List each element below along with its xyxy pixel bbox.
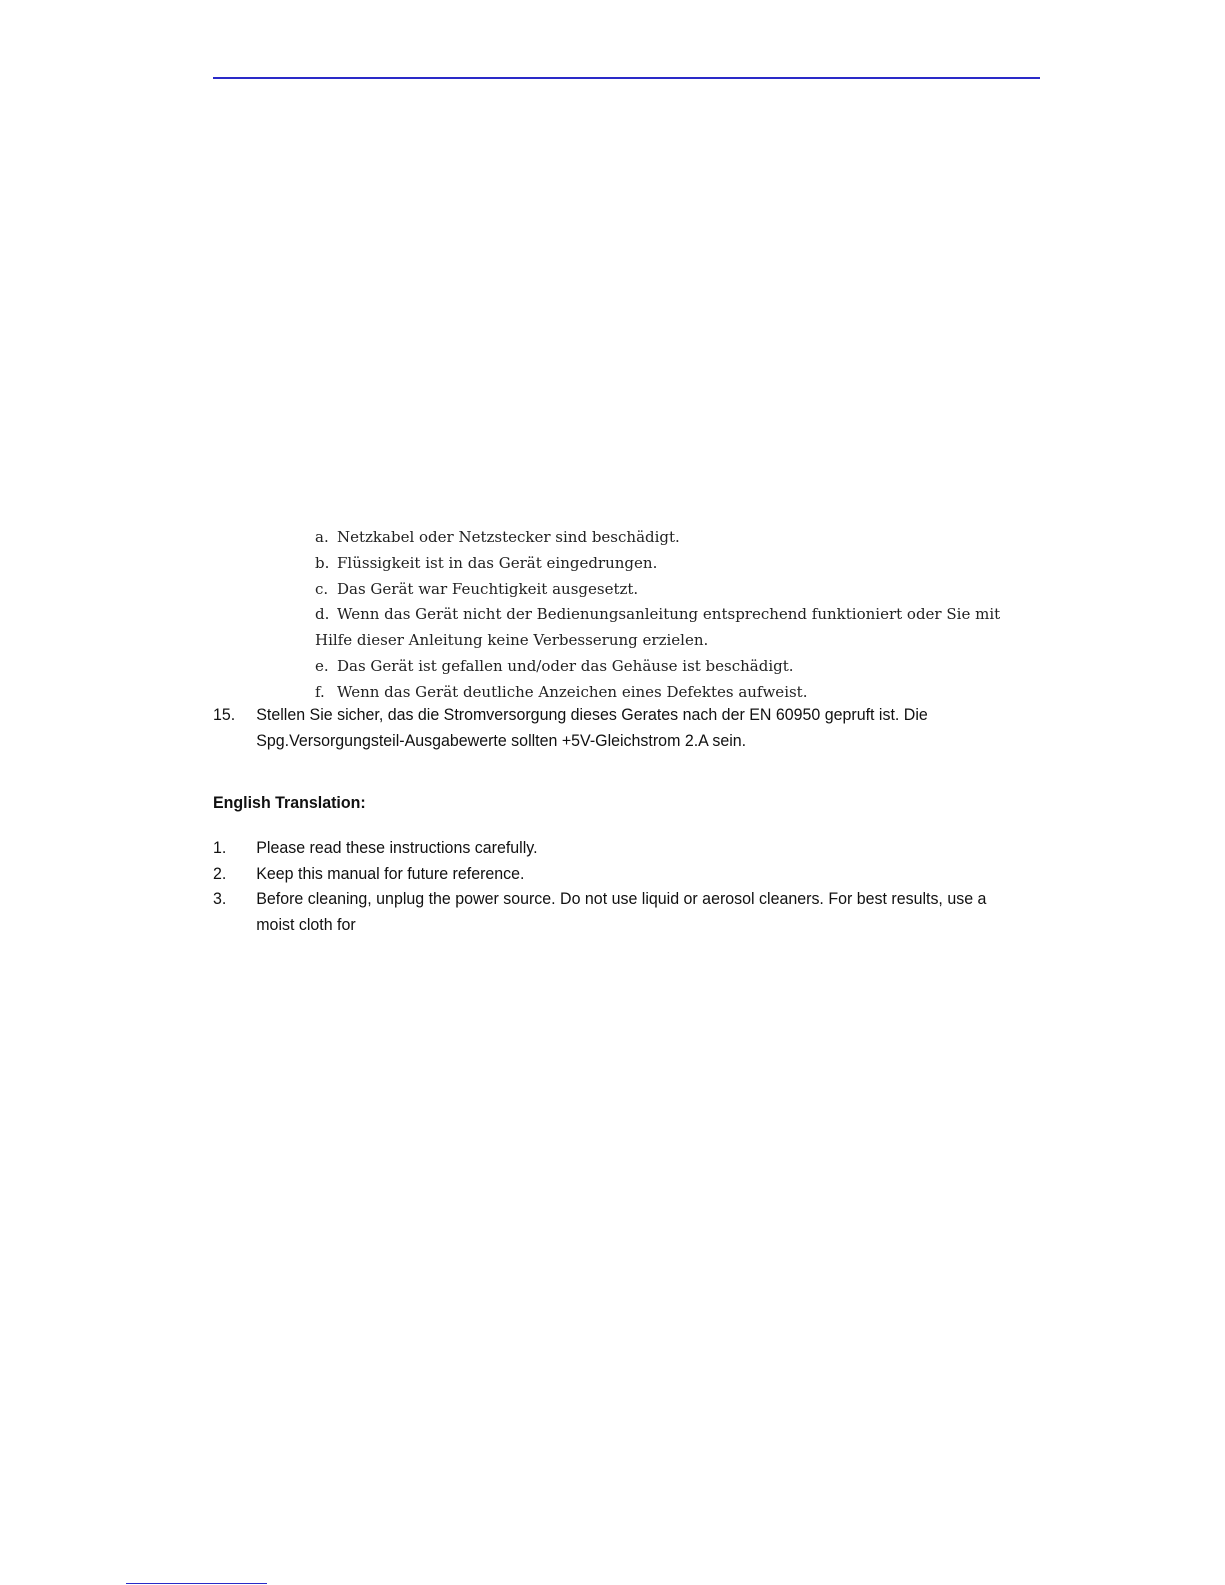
item-text: Please read these instructions carefully. [256,838,538,857]
list-item-text: Flüssigkeit ist in das Gerät eingedrungen. [337,553,658,572]
list-item [315,602,1035,628]
item-number: 15. [213,705,236,724]
list-item-text: Netzkabel oder Netzstecker sind beschädigt. [337,528,680,546]
item-number: 1. [213,838,227,857]
section-heading: English Translation: [213,793,366,812]
list-marker: d. [315,605,330,624]
header-rule [213,77,1040,79]
list-item-text: Das Gerät war Feuchtigkeit ausgesetzt. [337,579,639,598]
item-number: 3. [213,889,227,908]
list-item-text: Wenn das Gerät deutliche Anzeichen eines Defektes aufweist. [337,682,808,701]
list-marker: c. [315,579,329,598]
numbered-item-15 [213,702,993,753]
item-text: Keep this manual for future reference. [256,864,525,883]
footer-rule [126,1583,267,1584]
list-item-text: Wenn das Gerät nicht der Bedienungsanleitung entsprechend funktioniert oder Sie mit [337,605,1001,624]
list-marker: b. [315,553,330,572]
list-item-continuation [315,628,1035,654]
list-item [315,525,1035,551]
list-item [315,654,1035,680]
list-item-text: Das Gerät ist gefallen und/oder das Gehäuse ist beschädigt. [337,656,794,675]
list-item [315,577,1035,603]
item-text: Stellen Sie sicher, das die Stromversorgung dieses Gerates nach der EN 60950 gepruft ist. Die Spg.Versorgungsteil-Ausgabewerte sollten +5V-Gleichstrom 2.A sein. [256,705,928,750]
list-item-text: Hilfe dieser Anleitung keine Verbesserung erzielen. [315,631,709,650]
item-number: 2. [213,864,227,883]
list-marker: a. [315,528,329,546]
sub-list [315,525,1035,706]
list-marker: f. [315,682,325,701]
numbered-item-2 [213,861,993,887]
numbered-item-3 [213,886,993,937]
list-marker: e. [315,656,329,675]
numbered-item-1 [213,835,993,861]
item-text: Before cleaning, unplug the power source. Do not use liquid or aerosol cleaners. For best results, use a moist cloth for [256,889,987,934]
list-item [315,551,1035,577]
